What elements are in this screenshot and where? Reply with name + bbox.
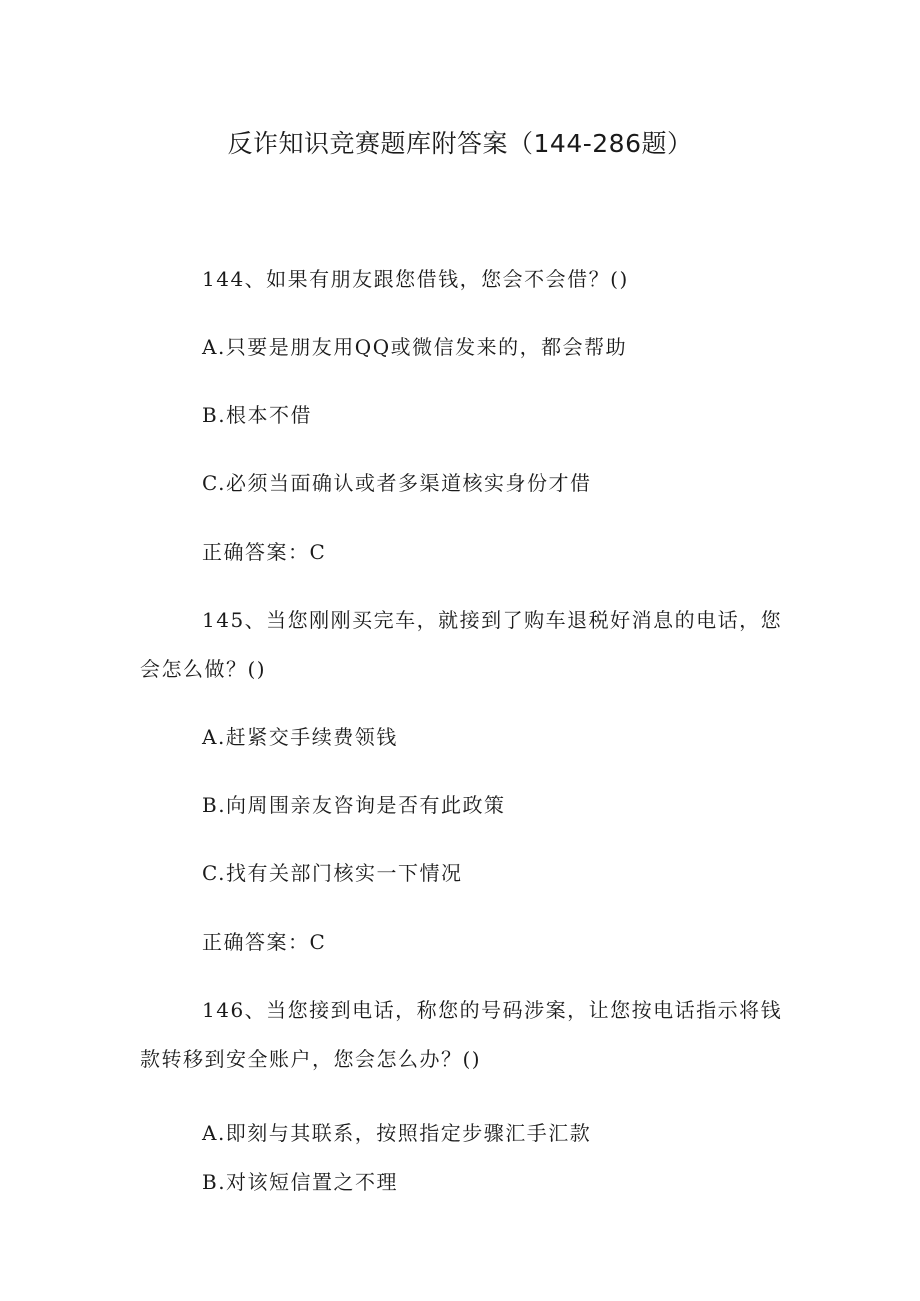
question-144-option-c: C.必须当面确认或者多渠道核实身份才借 — [202, 471, 592, 495]
question-145-answer: 正确答案：C — [202, 930, 327, 954]
question-144-answer: 正确答案：C — [202, 540, 327, 564]
question-144-text: 144、如果有朋友跟您借钱，您会不会借？() — [202, 267, 629, 291]
question-144-option-b: B.根本不借 — [202, 403, 313, 427]
question-146-text-line2: 款转移到安全账户，您会怎么办？() — [140, 1047, 482, 1071]
question-145-text-line2: 会怎么做？() — [140, 657, 267, 681]
question-145-option-a: A.赶紧交手续费领钱 — [202, 725, 398, 749]
document-title: 反诈知识竞赛题库附答案（144-286题） — [227, 129, 693, 158]
question-145-option-b: B.向周围亲友咨询是否有此政策 — [202, 793, 506, 817]
question-145-text-line1: 145、当您刚刚买完车，就接到了购车退税好消息的电话，您 — [202, 608, 783, 632]
question-146-option-b: B.对该短信置之不理 — [202, 1170, 399, 1194]
question-146-text-line1: 146、当您接到电话，称您的号码涉案，让您按电话指示将钱 — [202, 998, 783, 1022]
question-144-option-a: A.只要是朋友用QQ或微信发来的，都会帮助 — [202, 335, 628, 359]
question-146-option-a: A.即刻与其联系，按照指定步骤汇手汇款 — [202, 1121, 592, 1145]
question-145-option-c: C.找有关部门核实一下情况 — [202, 861, 463, 885]
